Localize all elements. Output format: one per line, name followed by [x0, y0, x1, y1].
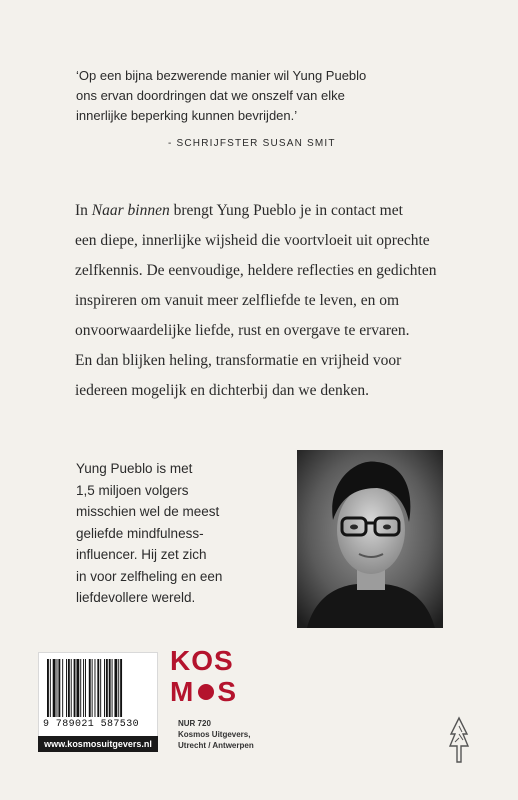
bio-line: 1,5 miljoen volgers — [76, 482, 189, 498]
description-line: inspireren om vanuit meer zelfliefde te leven, en om — [75, 292, 400, 309]
author-photo — [297, 450, 443, 628]
author-portrait-icon — [297, 450, 443, 628]
imprint-line: Kosmos Uitgevers, — [178, 730, 251, 739]
logo-bottom-row — [170, 676, 250, 707]
book-title: Naar binnen — [91, 202, 170, 219]
barcode-bars-icon — [47, 659, 149, 717]
imprint-line: NUR 720 — [178, 719, 211, 728]
quote-line: innerlijke beperking kunnen bevrijden.’ — [76, 108, 298, 123]
description-line — [75, 196, 475, 226]
logo-letter-s: S — [217, 675, 238, 707]
praise-quote — [76, 66, 476, 126]
imprint-line: Utrecht / Antwerpen — [178, 741, 254, 750]
logo-top-text: KOS — [170, 644, 234, 676]
bio-line: geliefde mindfulness- — [76, 525, 204, 541]
description-line: zelfkennis. De eenvoudige, heldere reflecties en gedichten — [75, 262, 437, 279]
description-line: onvoorwaardelijke liefde, rust en overgave te ervaren. — [75, 322, 410, 339]
logo-dot-icon — [198, 684, 214, 700]
bio-line: Yung Pueblo is met — [76, 461, 193, 476]
logo-top-row — [170, 645, 250, 676]
quote-attribution: - SCHRIJFSTER SUSAN SMIT — [168, 138, 336, 149]
quote-line: ons ervan doordringen dat we onszelf van elke — [76, 88, 345, 103]
publisher-logo — [170, 645, 250, 709]
quote-line: ‘Op een bijna bezwerende manier wil Yung Pueblo — [76, 68, 367, 83]
description-line: En dan blijken heling, transformatie en vrijheid voor — [75, 352, 402, 369]
publisher-website: www.kosmosuitgevers.nl — [38, 736, 158, 752]
description-suffix: brengt Yung Pueblo je in contact met — [169, 202, 403, 219]
description-line: iedereen mogelijk en dichterbij dan we denken. — [75, 382, 369, 399]
description-prefix: In — [75, 202, 92, 219]
bio-line: misschien wel de meest — [76, 504, 220, 519]
isbn-number: 9 789021 587530 — [43, 719, 140, 730]
bio-line: influencer. Hij zet zich — [76, 547, 207, 562]
fsc-tree-icon — [448, 716, 470, 764]
book-description — [75, 196, 475, 406]
publisher-imprint — [178, 718, 288, 751]
logo-letter-m: M — [170, 675, 195, 707]
bio-line: liefdevollere wereld. — [76, 590, 196, 605]
author-bio — [76, 458, 286, 609]
description-line: een diepe, innerlijke wijsheid die voortvloeit uit oprechte — [75, 232, 430, 249]
bio-line: in voor zelfheling en een — [76, 568, 223, 584]
